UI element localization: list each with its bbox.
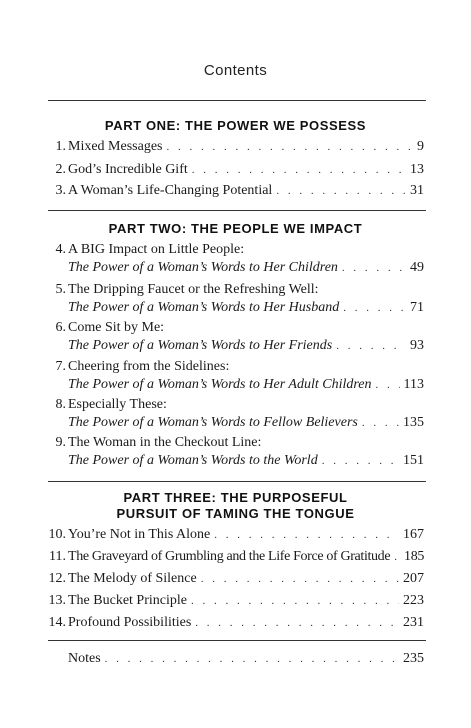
entry-subtitle: The Power of a Woman’s Words to the World <box>68 453 318 468</box>
entry-title: Profound Possibilities <box>68 615 192 630</box>
entry-page: 9 <box>417 139 424 154</box>
dot-leader <box>201 570 399 588</box>
dot-leader <box>394 548 400 566</box>
dot-leader <box>214 526 399 544</box>
dot-leader <box>376 376 400 394</box>
entry-number: 3. <box>55 183 66 198</box>
entry-title: The Dripping Faucet or the Refreshing Well: <box>68 282 319 297</box>
entry-page: 223 <box>403 593 424 608</box>
entry-number: 4. <box>55 242 66 257</box>
entry-page: 167 <box>403 527 424 542</box>
entry-number: 10. <box>48 527 66 542</box>
dot-leader <box>342 259 406 277</box>
entry-number: 2. <box>55 162 66 177</box>
entry-number: 14. <box>48 615 66 630</box>
dot-leader <box>167 138 414 156</box>
entry-page: 235 <box>403 651 424 666</box>
entry-title: Notes <box>68 651 101 666</box>
entry-number: 7. <box>55 359 66 374</box>
entry-number: 8. <box>55 397 66 412</box>
entry-title: The Graveyard of Grumbling and the Life Force of Gratitude <box>68 549 391 564</box>
part-three-heading-line2: PURSUIT OF TAMING THE TONGUE <box>116 506 355 521</box>
entry-title: You’re Not in This Alone <box>68 527 211 542</box>
entry-number: 11. <box>49 549 66 564</box>
entry-number: 12. <box>48 571 66 586</box>
entry-title: Mixed Messages <box>68 139 163 154</box>
entry-page: 151 <box>403 453 424 468</box>
entry-number: 5. <box>55 282 66 297</box>
section-divider <box>48 100 426 101</box>
section-divider <box>48 481 426 482</box>
entry-page: 49 <box>410 260 424 275</box>
entry-page: 13 <box>410 162 424 177</box>
entry-page: 71 <box>410 300 424 315</box>
part-two-heading: PART TWO: THE PEOPLE WE IMPACT <box>108 221 363 236</box>
entry-page: 185 <box>404 549 424 564</box>
entry-subtitle: The Power of a Woman’s Words to Her Friends <box>68 338 333 353</box>
part-three-heading-line1: PART THREE: THE PURPOSEFUL <box>123 490 348 505</box>
entry-number: 1. <box>55 139 66 154</box>
dot-leader <box>362 414 399 432</box>
dot-leader <box>105 650 399 668</box>
dot-leader <box>191 592 399 610</box>
dot-leader <box>343 299 406 317</box>
entry-title: God’s Incredible Gift <box>68 162 188 177</box>
page-title: Contents <box>203 62 268 79</box>
entry-number: 9. <box>55 435 66 450</box>
entry-page: 207 <box>403 571 424 586</box>
entry-number: 6. <box>55 320 66 335</box>
dot-leader <box>276 182 406 200</box>
entry-title: Especially These: <box>68 397 167 412</box>
dot-leader <box>322 452 399 470</box>
section-divider <box>48 210 426 211</box>
entry-title: The Bucket Principle <box>68 593 187 608</box>
entry-subtitle: The Power of a Woman’s Words to Her Husband <box>68 300 340 315</box>
dot-leader <box>192 161 406 179</box>
entry-page: 135 <box>403 415 424 430</box>
entry-page: 113 <box>403 377 424 392</box>
entry-page: 231 <box>403 615 424 630</box>
dot-leader <box>336 337 406 355</box>
entry-page: 31 <box>410 183 424 198</box>
entry-title: The Woman in the Checkout Line: <box>68 435 262 450</box>
section-divider <box>48 640 426 641</box>
entry-title: The Melody of Silence <box>68 571 197 586</box>
entry-page: 93 <box>410 338 424 353</box>
entry-subtitle: The Power of a Woman’s Words to Fellow Believers <box>68 415 358 430</box>
entry-subtitle: The Power of a Woman’s Words to Her Children <box>68 260 338 275</box>
entry-title: Cheering from the Sidelines: <box>68 359 230 374</box>
entry-number: 13. <box>48 593 66 608</box>
entry-title: A BIG Impact on Little People: <box>68 242 245 257</box>
entry-title: Come Sit by Me: <box>68 320 165 335</box>
entry-title: A Woman’s Life-Changing Potential <box>68 183 273 198</box>
entry-subtitle: The Power of a Woman’s Words to Her Adult Children <box>68 377 372 392</box>
part-one-heading: PART ONE: THE POWER WE POSSESS <box>104 118 367 133</box>
dot-leader <box>195 614 399 632</box>
